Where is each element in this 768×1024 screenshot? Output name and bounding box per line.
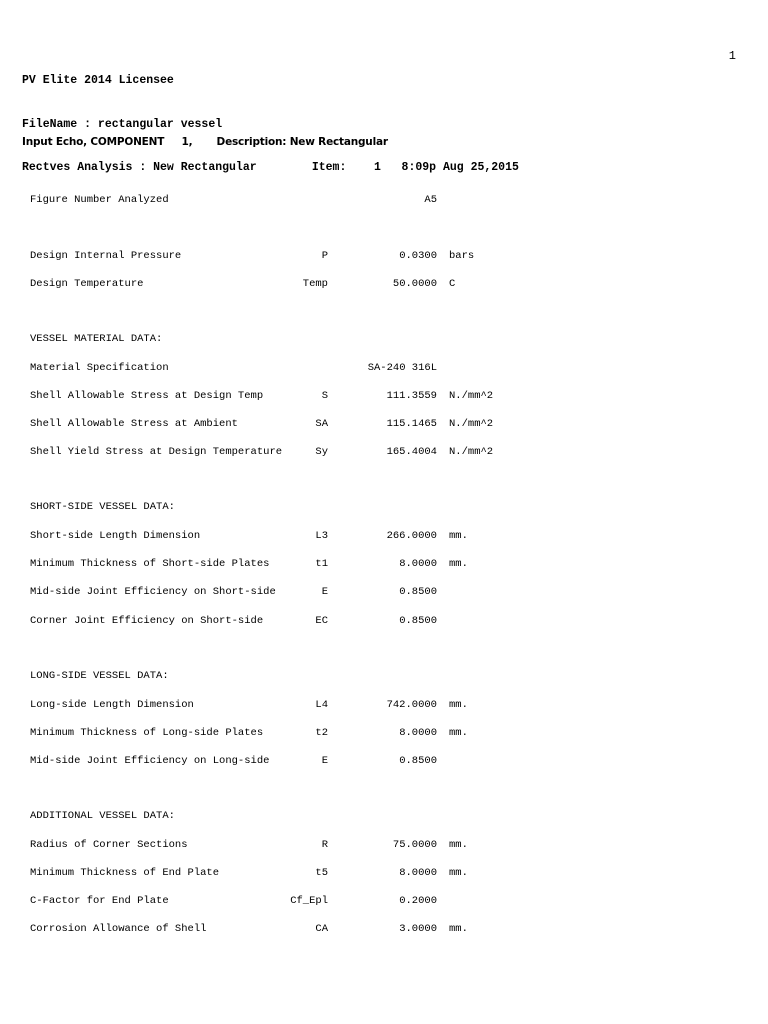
figure-row — [0, 193, 768, 207]
param-value: 8.0000 — [399, 867, 437, 879]
param-row — [0, 922, 768, 936]
param-symbol: CA — [315, 923, 328, 935]
param-value: 75.0000 — [392, 839, 437, 851]
param-label: Mid-side Joint Efficiency on Short-side — [30, 586, 276, 598]
param-row — [0, 614, 768, 628]
param-label: Short-side Length Dimension — [30, 530, 201, 542]
page-number: 1 — [728, 49, 736, 63]
param-symbol: E — [321, 586, 328, 598]
section-title-long-side: LONG-SIDE VESSEL DATA: — [30, 670, 169, 682]
param-symbol: t5 — [315, 867, 328, 879]
param-row — [0, 894, 768, 908]
param-label: Radius of Corner Sections — [30, 839, 188, 851]
param-unit: N./mm^2 — [449, 390, 494, 402]
param-row — [0, 417, 768, 431]
param-unit: N./mm^2 — [449, 418, 494, 430]
param-unit: bars — [449, 250, 475, 262]
param-symbol: t2 — [315, 727, 328, 739]
param-value: 0.8500 — [399, 615, 437, 627]
param-symbol: L4 — [315, 699, 328, 711]
param-value: 0.2000 — [399, 895, 437, 907]
param-unit: mm. — [449, 867, 468, 879]
param-row — [0, 585, 768, 599]
param-label: Minimum Thickness of Short-side Plates — [30, 558, 270, 570]
param-value: 50.0000 — [392, 278, 437, 290]
param-value: 111.3559 — [386, 390, 437, 402]
param-unit: mm. — [449, 839, 468, 851]
filename-line: FileName : rectangular vessel — [22, 117, 223, 131]
param-value: 0.8500 — [399, 755, 437, 767]
param-label: Corrosion Allowance of Shell — [30, 923, 207, 935]
param-symbol: EC — [315, 615, 328, 627]
param-label: Material Specification — [30, 362, 169, 374]
param-value: 8.0000 — [399, 727, 437, 739]
param-value: 115.1465 — [386, 418, 437, 430]
param-label: Minimum Thickness of End Plate — [30, 867, 220, 879]
param-symbol: R — [321, 839, 328, 851]
param-label: Design Temperature — [30, 278, 144, 290]
param-symbol: SA — [315, 418, 328, 430]
param-row — [0, 445, 768, 459]
param-row — [0, 361, 768, 375]
param-unit: mm. — [449, 923, 468, 935]
param-value: 0.0300 — [399, 250, 437, 262]
analysis-line: Rectves Analysis : New Rectangular Item: 1 8:09p Aug 25,2015 — [22, 161, 519, 174]
param-symbol: Temp — [302, 278, 328, 290]
param-value: 165.4004 — [386, 446, 437, 458]
param-label: C-Factor for End Plate — [30, 895, 169, 907]
param-value: 742.0000 — [386, 699, 437, 711]
param-label: Figure Number Analyzed — [30, 194, 169, 206]
param-value: SA-240 316L — [367, 362, 437, 374]
param-unit: mm. — [449, 699, 468, 711]
param-value: 0.8500 — [399, 586, 437, 598]
param-row — [0, 726, 768, 740]
section-title-short-side: SHORT-SIDE VESSEL DATA: — [30, 501, 175, 513]
param-row — [0, 529, 768, 543]
param-symbol: P — [321, 250, 328, 262]
param-symbol: E — [321, 755, 328, 767]
input-echo-title: Input Echo, COMPONENT 1, Description: New Rectangular — [22, 136, 388, 148]
param-unit: mm. — [449, 558, 468, 570]
param-label: Design Internal Pressure — [30, 250, 182, 262]
param-value: A5 — [424, 194, 437, 206]
param-row — [0, 249, 768, 263]
param-row — [0, 389, 768, 403]
param-symbol: S — [321, 390, 328, 402]
licensee-line: PV Elite 2014 Licensee — [22, 74, 174, 87]
param-label: Mid-side Joint Efficiency on Long-side — [30, 755, 270, 767]
param-unit: N./mm^2 — [449, 446, 494, 458]
section-title-additional: ADDITIONAL VESSEL DATA: — [30, 810, 175, 822]
param-value: 266.0000 — [386, 530, 437, 542]
section-title-material: VESSEL MATERIAL DATA: — [30, 333, 163, 345]
param-row — [0, 277, 768, 291]
param-label: Long-side Length Dimension — [30, 699, 194, 711]
param-label: Shell Allowable Stress at Design Temp — [30, 390, 264, 402]
param-label: Shell Allowable Stress at Ambient — [30, 418, 238, 430]
report-header — [22, 45, 519, 190]
param-unit: mm. — [449, 530, 468, 542]
param-label: Minimum Thickness of Long-side Plates — [30, 727, 264, 739]
param-symbol: Cf_Epl — [290, 895, 328, 907]
param-symbol: L3 — [315, 530, 328, 542]
param-row — [0, 866, 768, 880]
param-label: Shell Yield Stress at Design Temperature — [30, 446, 283, 458]
param-row — [0, 754, 768, 768]
param-symbol: t1 — [315, 558, 328, 570]
param-row — [0, 698, 768, 712]
param-label: Corner Joint Efficiency on Short-side — [30, 615, 264, 627]
param-unit: C — [449, 278, 456, 290]
param-row — [0, 838, 768, 852]
param-unit: mm. — [449, 727, 468, 739]
param-symbol: Sy — [315, 446, 328, 458]
param-value: 8.0000 — [399, 558, 437, 570]
param-value: 3.0000 — [399, 923, 437, 935]
param-row — [0, 557, 768, 571]
